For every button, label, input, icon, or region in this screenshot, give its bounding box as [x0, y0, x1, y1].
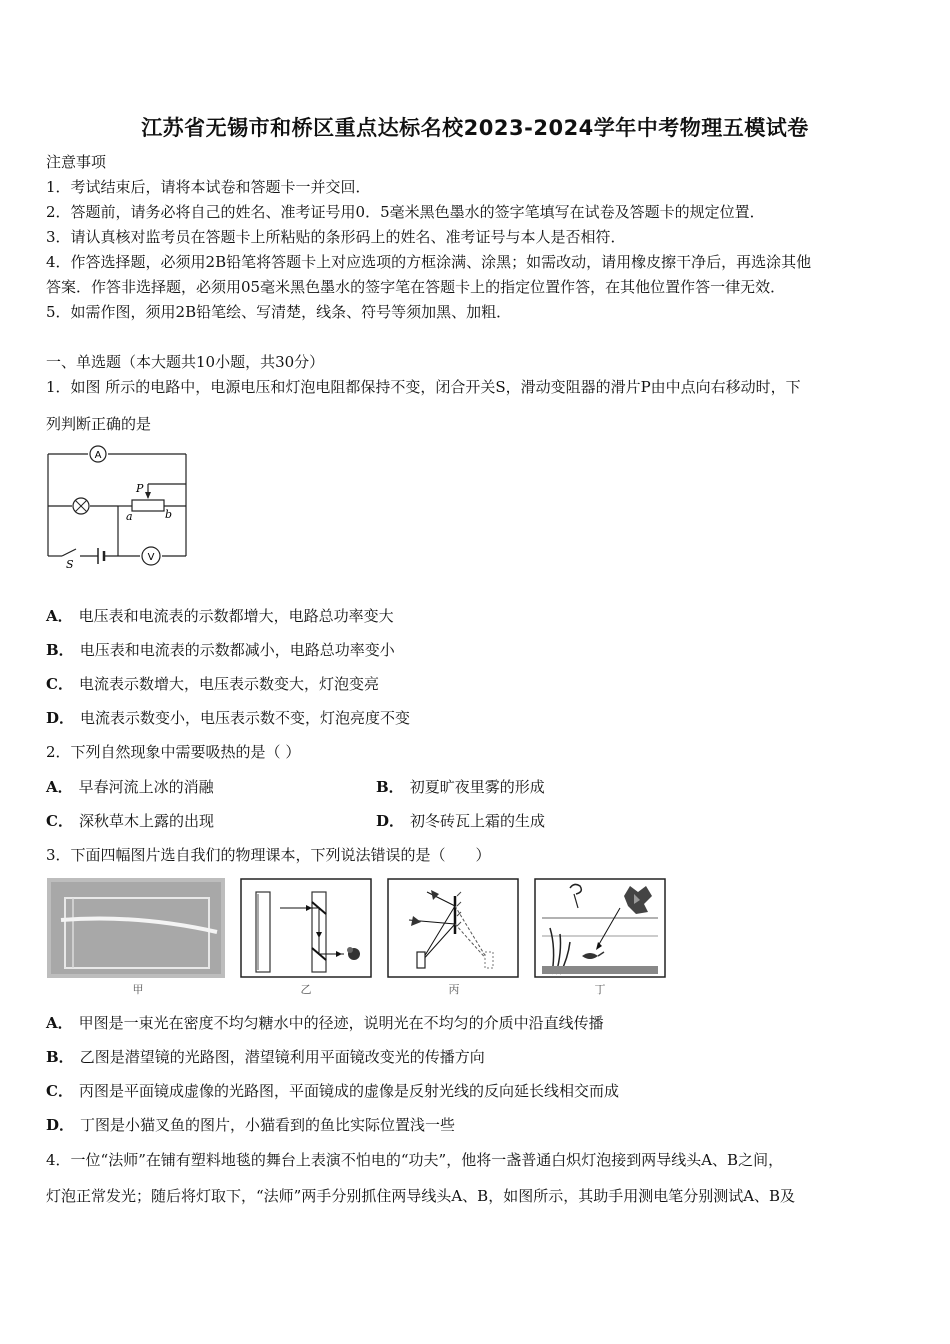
q3-stem: 3．下面四幅图片选自我们的物理课本，下列说法错误的是（ ）	[46, 846, 491, 864]
option-text: 乙图是潜望镜的光路图，潜望镜利用平面镜改变光的传播方向	[79, 1048, 485, 1066]
notice-item: 1．考试结束后，请将本试卷和答题卡一并交回．	[46, 178, 371, 196]
page-title: 江苏省无锡市和桥区重点达标名校2023-2024学年中考物理五模试卷	[141, 116, 809, 140]
q3-figure-ding	[534, 878, 666, 978]
option-text: 深秋草木上露的出现	[78, 812, 214, 830]
notice-item: 答案．作答非选择题，必须用05毫米黑色墨水的签字笔在答题卡上的指定位置作答，在其他位置作答一律无效．	[46, 278, 786, 296]
option-label: C．	[46, 675, 73, 693]
q3-figure-yi	[240, 878, 372, 978]
option-text: 电流表示数变小，电压表示数不变，灯泡亮度不变	[80, 709, 411, 727]
option-label: C．	[46, 1082, 73, 1100]
option-text: 初冬砖瓦上霜的生成	[410, 812, 546, 830]
notice-item: 3．请认真核对监考员在答题卡上所粘贴的条形码上的姓名、准考证号与本人是否相符．	[46, 228, 626, 246]
q4-stem-line2: 灯泡正常发光；随后将灯取下，“法师”两手分别抓住两导线头A、B，如图所示，其助手用测电笔分别测试A、B及	[46, 1187, 796, 1205]
q1-circuit-diagram	[40, 444, 200, 572]
option-label: A．	[46, 607, 73, 625]
q3-figure-bing	[387, 878, 519, 978]
notice-item: 5．如需作图，须用2B铅笔绘、写清楚，线条、符号等须加黑、加粗．	[46, 303, 512, 321]
q1-option-b[interactable]	[46, 640, 395, 660]
q1-option-d[interactable]	[46, 708, 410, 728]
q3-figure-jia	[47, 878, 225, 978]
option-label: B．	[376, 778, 404, 796]
option-text: 电压表和电流表的示数都减小，电路总功率变小	[79, 641, 395, 659]
notice-item: 2．答题前，请务必将自己的姓名、准考证号用0．5毫米黑色墨水的签字笔填写在试卷及答题卡的规定位置．	[46, 203, 765, 221]
q2-option-a[interactable]	[46, 777, 214, 797]
option-text: 丁图是小猫叉鱼的图片，小猫看到的鱼比实际位置浅一些	[80, 1116, 456, 1134]
option-label: A．	[46, 778, 73, 796]
q2-option-b[interactable]	[376, 777, 545, 797]
q3-option-c[interactable]	[46, 1081, 619, 1101]
option-text: 电压表和电流表的示数都增大，电路总功率变大	[78, 607, 394, 625]
option-label: C．	[46, 812, 73, 830]
section-heading: 一、单选题（本大题共10小题，共30分）	[46, 353, 325, 371]
option-label: B．	[46, 641, 74, 659]
q3-option-d[interactable]	[46, 1115, 455, 1135]
caption-yi: 乙	[300, 983, 312, 996]
option-label: D．	[376, 812, 405, 830]
caption-bing: 丙	[448, 983, 460, 996]
q1-option-a[interactable]	[46, 606, 394, 626]
q1-stem-line1: 1．如图 所示的电路中，电源电压和灯泡电阻都保持不变，闭合开关S，滑动变阻器的滑片P由中点向右移动时，下	[46, 378, 801, 396]
option-label: A．	[46, 1014, 73, 1032]
label-s: S	[66, 558, 74, 571]
q2-option-d[interactable]	[376, 811, 545, 831]
option-label: D．	[46, 1116, 75, 1134]
q1-stem-line2: 列判断正确的是	[46, 415, 152, 433]
q2-option-c[interactable]	[46, 811, 214, 831]
caption-jia: 甲	[132, 983, 144, 996]
option-label: D．	[46, 709, 75, 727]
caption-ding: 丁	[594, 983, 606, 996]
q3-option-a[interactable]	[46, 1013, 604, 1033]
option-text: 甲图是一束光在密度不均匀糖水中的径迹，说明光在不均匀的介质中沿直线传播	[78, 1014, 604, 1032]
option-label: B．	[46, 1048, 74, 1066]
option-text: 丙图是平面镜成虚像的光路图，平面镜成的虚像是反射光线的反向延长线相交而成	[78, 1082, 619, 1100]
voltmeter-label: V	[147, 552, 155, 563]
option-text: 初夏旷夜里雾的形成	[409, 778, 545, 796]
label-a: a	[126, 510, 133, 523]
q1-option-c[interactable]	[46, 674, 379, 694]
notice-heading: 注意事项	[46, 153, 107, 171]
label-b: b	[165, 508, 173, 521]
q2-stem: 2．下列自然现象中需要吸热的是（ ）	[46, 743, 301, 761]
option-text: 早春河流上冰的消融	[78, 778, 214, 796]
q3-option-b[interactable]	[46, 1047, 485, 1067]
label-p: P	[136, 482, 144, 495]
option-text: 电流表示数增大，电压表示数变大，灯泡变亮	[78, 675, 379, 693]
notice-item: 4．作答选择题，必须用2B铅笔将答题卡上对应选项的方框涂满、涂黑；如需改动，请用橡皮擦干净后，再选涂其他	[46, 253, 812, 271]
ammeter-label: A	[94, 450, 102, 461]
q4-stem-line1: 4．一位“法师”在铺有塑料地毯的舞台上表演不怕电的“功夫”，他将一盏普通白炽灯泡接到两导线头A、B之间，	[46, 1151, 784, 1169]
slider-arrow-icon	[145, 492, 151, 499]
